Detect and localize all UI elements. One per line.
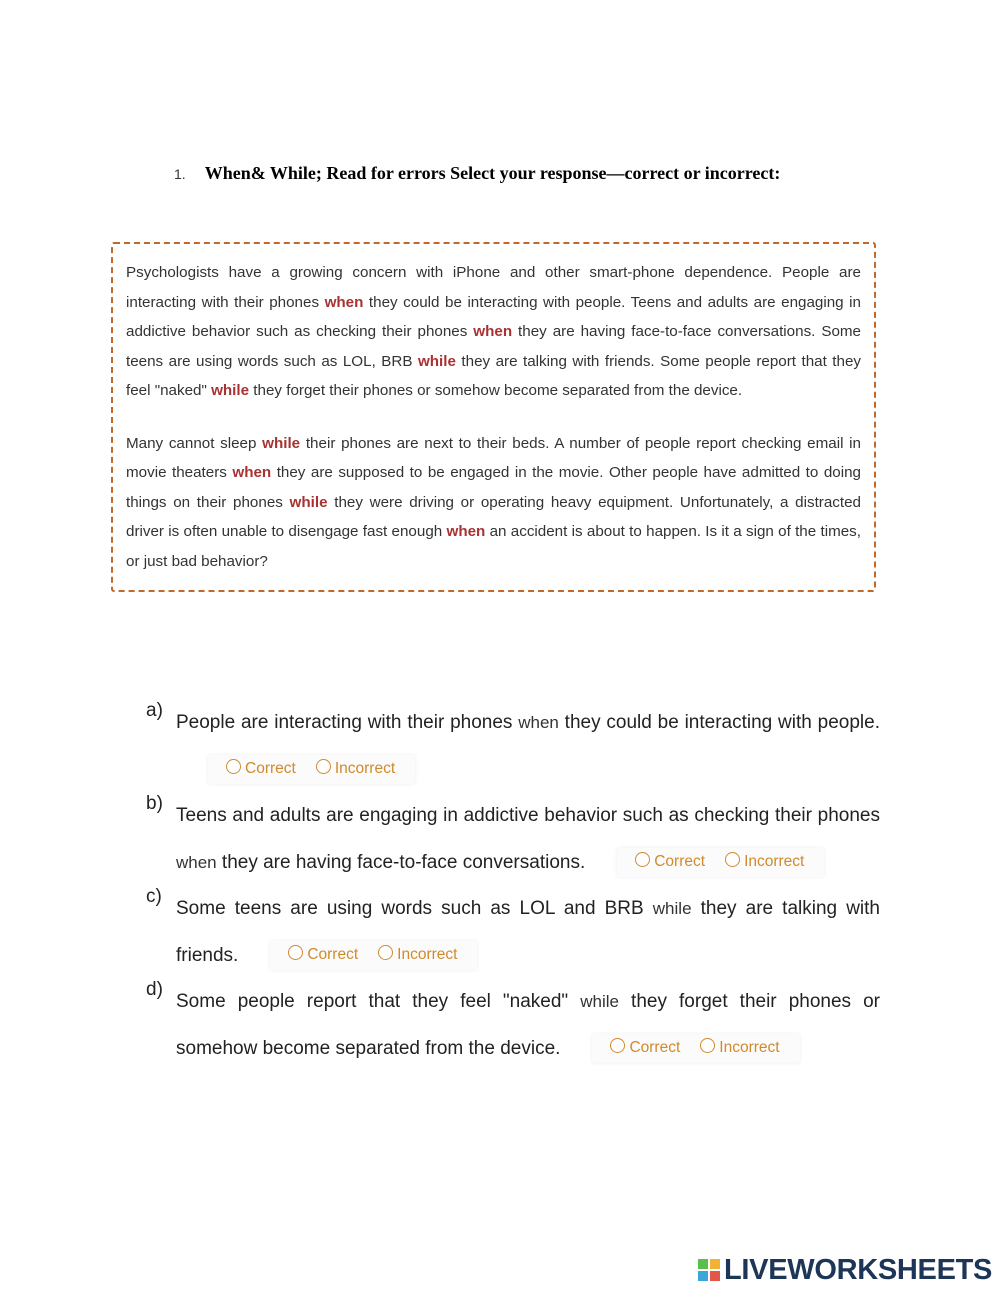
passage-text: they are having face-to-face conversations. Some teens are using words such as LOL, BRB bbox=[126, 323, 862, 370]
radio-button-icon[interactable] bbox=[725, 852, 740, 867]
question-label: c) bbox=[146, 886, 162, 907]
logo-block bbox=[710, 1259, 720, 1269]
question-text-before: Teens and adults are engaging in addictive behavior such as checking their phones bbox=[176, 805, 880, 826]
passage-keyword: while bbox=[211, 382, 250, 399]
passage-keyword: when bbox=[446, 523, 486, 540]
question-keyword: while bbox=[652, 899, 692, 918]
question-text bbox=[176, 886, 880, 979]
option-incorrect[interactable] bbox=[725, 851, 804, 873]
question-text-after: they are having face-to-face conversations. bbox=[216, 851, 586, 873]
question-text bbox=[176, 793, 880, 886]
question-label: b) bbox=[146, 793, 163, 814]
reading-passage bbox=[111, 242, 876, 592]
passage-keyword: when bbox=[324, 293, 364, 311]
option-incorrect-label: Incorrect bbox=[334, 759, 396, 777]
question-item bbox=[146, 700, 880, 793]
option-correct[interactable] bbox=[226, 758, 296, 780]
option-correct[interactable] bbox=[635, 851, 705, 873]
passage-keyword: when bbox=[232, 464, 272, 481]
question-text-after: they could be interacting with people. bbox=[558, 712, 880, 733]
passage-text: an accident is about to happen. Is it a sign of the times, or just bad behavior? bbox=[126, 523, 861, 570]
question-label: a) bbox=[146, 700, 163, 721]
question-keyword: when bbox=[176, 852, 217, 872]
option-correct-label: Correct bbox=[245, 759, 296, 777]
question-text-after: they forget their phones or somehow become separated from the device. bbox=[176, 991, 880, 1059]
brand-name: LIVEWORKSHEETS bbox=[724, 1254, 993, 1286]
answer-options bbox=[208, 755, 415, 784]
option-correct-label: Correct bbox=[629, 1038, 681, 1056]
radio-button-icon[interactable] bbox=[700, 1038, 715, 1053]
passage-text: Psychologists have a growing concern with iPhone and other smart-phone dependence. People are interacting with their phones bbox=[126, 264, 861, 311]
option-incorrect[interactable] bbox=[378, 944, 457, 966]
answer-options bbox=[592, 1034, 799, 1063]
question-text bbox=[176, 700, 880, 793]
question-keyword: while bbox=[580, 992, 619, 1011]
option-incorrect[interactable] bbox=[316, 758, 395, 780]
passage-keyword: when bbox=[473, 323, 513, 340]
passage-keyword: while bbox=[417, 352, 456, 370]
question-number: 1. bbox=[174, 166, 186, 182]
question-item bbox=[146, 979, 880, 1072]
passage-text: they are supposed to be engaged in the movie. Other people have admitted to doing things on their phones bbox=[126, 464, 861, 511]
question-item bbox=[146, 886, 880, 979]
passage-keyword: while bbox=[289, 493, 328, 511]
passage-text: they were driving or operating heavy equipment. Unfortunately, a distracted driver is often unable to disengage fast enough bbox=[126, 493, 861, 540]
passage-text: they forget their phones or somehow become separated from the device. bbox=[249, 382, 743, 399]
radio-button-icon[interactable] bbox=[226, 759, 241, 774]
question-title: When& While; Read for errors Select your response—correct or incorrect: bbox=[204, 163, 781, 183]
option-incorrect-label: Incorrect bbox=[397, 945, 458, 963]
passage-paragraph-2 bbox=[126, 429, 861, 577]
option-correct[interactable] bbox=[610, 1037, 680, 1059]
radio-button-icon[interactable] bbox=[316, 759, 331, 774]
passage-text: they are talking with friends. Some people report that they feel "naked" bbox=[126, 352, 861, 399]
answer-options bbox=[617, 848, 824, 877]
passage-paragraph-1 bbox=[126, 258, 861, 406]
question-text-before: Some people report that they feel "naked" bbox=[176, 991, 581, 1012]
passage-text: Many cannot sleep bbox=[126, 434, 263, 452]
question-text-before: Some teens are using words such as LOL and BRB bbox=[176, 898, 653, 919]
radio-button-icon[interactable] bbox=[635, 852, 650, 867]
radio-button-icon[interactable] bbox=[378, 945, 393, 960]
passage-keyword: while bbox=[262, 434, 301, 452]
question-text-after: they are talking with friends. bbox=[176, 898, 880, 966]
option-incorrect-label: Incorrect bbox=[719, 1038, 780, 1056]
question-list bbox=[146, 700, 880, 1072]
option-correct-label: Correct bbox=[307, 945, 359, 963]
radio-button-icon[interactable] bbox=[288, 945, 303, 960]
question-text-before: People are interacting with their phones bbox=[176, 712, 519, 733]
radio-button-icon[interactable] bbox=[610, 1038, 625, 1053]
option-incorrect-label: Incorrect bbox=[744, 852, 805, 870]
option-incorrect[interactable] bbox=[700, 1037, 779, 1059]
logo-block bbox=[698, 1259, 708, 1269]
option-correct[interactable] bbox=[288, 944, 358, 966]
liveworksheets-logo-icon bbox=[698, 1259, 720, 1281]
passage-text: they could be interacting with people. Teens and adults are engaging in addictive behavior such as checking their phones bbox=[126, 293, 861, 340]
logo-block bbox=[710, 1271, 720, 1281]
logo-block bbox=[698, 1271, 708, 1281]
question-item bbox=[146, 793, 880, 886]
question-label: d) bbox=[146, 979, 163, 1000]
option-correct-label: Correct bbox=[654, 852, 706, 870]
question-keyword: when bbox=[518, 713, 559, 732]
passage-text: their phones are next to their beds. A number of people report checking email in movie theaters bbox=[126, 434, 861, 481]
question-heading bbox=[174, 163, 780, 184]
answer-options bbox=[270, 941, 477, 970]
question-text bbox=[176, 979, 880, 1072]
